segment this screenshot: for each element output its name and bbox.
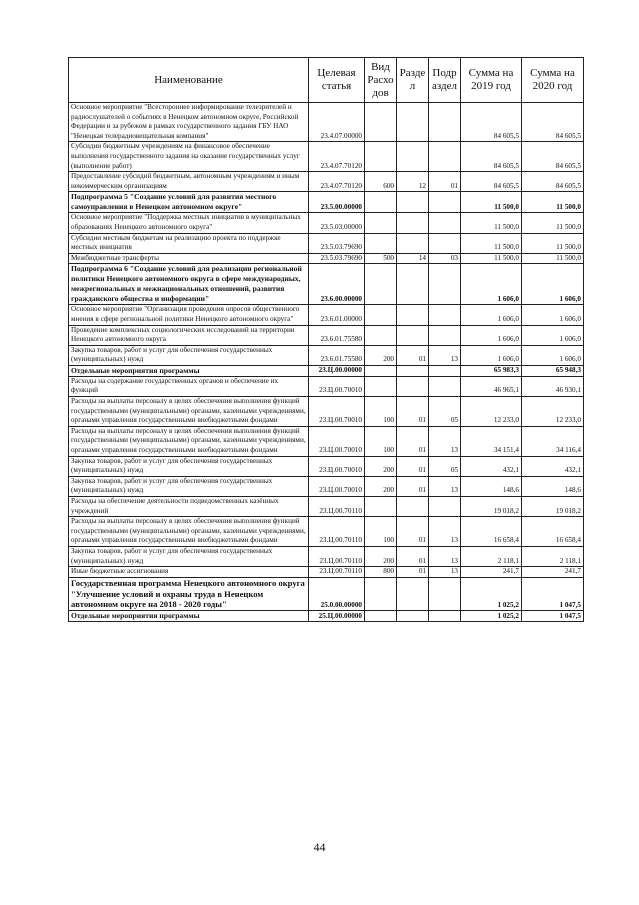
cell-expense-type — [365, 305, 397, 325]
cell-expense-type: 200 — [365, 345, 397, 365]
cell-sum-2019: 84 605,5 — [461, 172, 522, 192]
table-row — [69, 497, 584, 517]
cell-name: Расходы на выплаты персоналу в целях обеспечения выполнения функций государственными (муниципальными) органами, казенными учреждениями, органами управления государственными внебюджетными фондами — [69, 426, 309, 456]
cell-sum-2019: 1 025,2 — [461, 611, 522, 622]
table-row — [69, 611, 584, 622]
table-row — [69, 142, 584, 172]
cell-subsection — [429, 213, 461, 233]
table-row — [69, 345, 584, 365]
cell-expense-type — [365, 213, 397, 233]
cell-sum-2020: 2 118,1 — [522, 546, 584, 566]
cell-target-article: 25.0.00.00000 — [309, 577, 365, 610]
cell-target-article: 23.6.01.75580 — [309, 325, 365, 345]
cell-sum-2019: 12 233,0 — [461, 397, 522, 427]
cell-sum-2020: 432,1 — [522, 456, 584, 476]
cell-expense-type — [365, 233, 397, 253]
cell-name: Предоставление субсидий бюджетным, автономным учреждениям и иным некоммерческим организациям — [69, 172, 309, 192]
cell-subsection: 13 — [429, 517, 461, 547]
table-row — [69, 253, 584, 264]
cell-sum-2020: 1 606,0 — [522, 325, 584, 345]
cell-subsection — [429, 611, 461, 622]
cell-subsection: 03 — [429, 253, 461, 264]
cell-subsection — [429, 142, 461, 172]
cell-sum-2019: 2 118,1 — [461, 546, 522, 566]
header-target-article: Целевая статья — [309, 58, 365, 103]
cell-sum-2019: 11 500,0 — [461, 253, 522, 264]
cell-target-article: 23.Ц.00.70010 — [309, 376, 365, 396]
cell-sum-2020: 148,6 — [522, 476, 584, 496]
cell-section: 01 — [397, 546, 429, 566]
cell-sum-2019: 16 658,4 — [461, 517, 522, 547]
cell-sum-2020: 11 500,0 — [522, 213, 584, 233]
cell-sum-2020: 12 233,0 — [522, 397, 584, 427]
cell-section — [397, 213, 429, 233]
cell-expense-type — [365, 376, 397, 396]
cell-subsection — [429, 376, 461, 396]
cell-sum-2019: 84 605,5 — [461, 103, 522, 142]
cell-sum-2020: 11 500,0 — [522, 253, 584, 264]
cell-sum-2019: 11 500,0 — [461, 192, 522, 213]
header-section: Разде л — [397, 58, 429, 103]
cell-section: 01 — [397, 345, 429, 365]
cell-sum-2019: 1 606,0 — [461, 325, 522, 345]
cell-section — [397, 365, 429, 376]
cell-section — [397, 103, 429, 142]
cell-subsection — [429, 264, 461, 305]
cell-target-article: 23.Ц.00.70010 — [309, 426, 365, 456]
table-row — [69, 172, 584, 192]
cell-expense-type — [365, 611, 397, 622]
cell-section: 14 — [397, 253, 429, 264]
cell-subsection — [429, 305, 461, 325]
cell-name: Проведение комплексных социологических исследований на территории Ненецкого автономного округа — [69, 325, 309, 345]
cell-sum-2019: 34 151,4 — [461, 426, 522, 456]
cell-sum-2019: 241,7 — [461, 567, 522, 578]
cell-name: Государственная программа Ненецкого автономного округа "Улучшение условий и охраны труда в Ненецком автономном округе на 2018 - 2020 годы" — [69, 577, 309, 610]
cell-sum-2020: 46 930,1 — [522, 376, 584, 396]
cell-target-article: 23.4.07.70120 — [309, 142, 365, 172]
cell-section — [397, 325, 429, 345]
cell-name: Основное мероприятие "Всестороннее информирование телезрителей и радиослушателей о событиях в Ненецком автономном округе, Российской Федерации и за рубежом в рамках государственного задания ГБУ НАО "Ненецкая телерадиовещательная компания" — [69, 103, 309, 142]
cell-sum-2019: 1 025,2 — [461, 577, 522, 610]
cell-target-article: 23.Ц.00.70010 — [309, 456, 365, 476]
header-name: Наименование — [69, 58, 309, 103]
cell-name: Подпрограмма 5 "Создание условий для развития местного самоуправления в Ненецком автономном округе" — [69, 192, 309, 213]
cell-name: Межбюджетные трансферты — [69, 253, 309, 264]
cell-sum-2019: 65 983,3 — [461, 365, 522, 376]
cell-name: Расходы на выплаты персоналу в целях обеспечения выполнения функций государственными (муниципальными) органами, казенными учреждениями, органами управления государственными внебюджетными фондами — [69, 517, 309, 547]
cell-section: 01 — [397, 517, 429, 547]
cell-section — [397, 233, 429, 253]
cell-sum-2020: 1 606,0 — [522, 264, 584, 305]
header-subsection: Подр аздел — [429, 58, 461, 103]
table-row — [69, 376, 584, 396]
cell-section — [397, 264, 429, 305]
cell-expense-type: 800 — [365, 567, 397, 578]
cell-section — [397, 611, 429, 622]
cell-target-article: 23.5.00.00000 — [309, 192, 365, 213]
table-row — [69, 426, 584, 456]
table-row — [69, 397, 584, 427]
cell-subsection: 13 — [429, 345, 461, 365]
cell-subsection: 05 — [429, 397, 461, 427]
cell-expense-type — [365, 497, 397, 517]
header-expense-type: Вид Расхо дов — [365, 58, 397, 103]
table-row — [69, 213, 584, 233]
cell-target-article: 23.Ц.00.00000 — [309, 365, 365, 376]
cell-expense-type — [365, 577, 397, 610]
cell-sum-2020: 84 605,5 — [522, 172, 584, 192]
cell-sum-2020: 19 018,2 — [522, 497, 584, 517]
cell-target-article: 23.Ц.00.70110 — [309, 546, 365, 566]
cell-sum-2020: 1 606,0 — [522, 305, 584, 325]
cell-sum-2019: 1 606,0 — [461, 305, 522, 325]
cell-section: 01 — [397, 456, 429, 476]
cell-target-article: 23.4.07.00000 — [309, 103, 365, 142]
cell-section — [397, 305, 429, 325]
cell-sum-2019: 1 606,0 — [461, 345, 522, 365]
cell-subsection: 13 — [429, 546, 461, 566]
table-row — [69, 103, 584, 142]
cell-expense-type — [365, 103, 397, 142]
cell-sum-2020: 84 605,5 — [522, 142, 584, 172]
table-row — [69, 517, 584, 547]
cell-section — [397, 577, 429, 610]
cell-subsection: 13 — [429, 567, 461, 578]
cell-name: Субсидии бюджетным учреждениям на финансовое обеспечение выполнения государственного задания на оказание государственных услуг (выполнение работ) — [69, 142, 309, 172]
cell-sum-2020: 34 116,4 — [522, 426, 584, 456]
cell-section — [397, 376, 429, 396]
cell-name: Закупка товаров, работ и услуг для обеспечения государственных (муниципальных) нужд — [69, 456, 309, 476]
cell-name: Расходы на выплаты персоналу в целях обеспечения выполнения функций государственными (муниципальными) органами, казенными учреждениями, органами управления государственными внебюджетными фондами — [69, 397, 309, 427]
cell-name: Иные бюджетные ассигнования — [69, 567, 309, 578]
cell-subsection — [429, 325, 461, 345]
table-row — [69, 476, 584, 496]
cell-subsection — [429, 103, 461, 142]
cell-subsection: 13 — [429, 476, 461, 496]
cell-subsection: 05 — [429, 456, 461, 476]
cell-sum-2019: 1 606,0 — [461, 264, 522, 305]
cell-section: 01 — [397, 397, 429, 427]
cell-sum-2020: 1 606,0 — [522, 345, 584, 365]
cell-expense-type: 500 — [365, 253, 397, 264]
header-sum-2020: Сумма на 2020 год — [522, 58, 584, 103]
cell-sum-2020: 1 047,5 — [522, 577, 584, 610]
cell-section — [397, 497, 429, 517]
cell-expense-type — [365, 264, 397, 305]
cell-name: Субсидии местным бюджетам на реализацию проекта по поддержке местных инициатив — [69, 233, 309, 253]
cell-sum-2019: 46 965,1 — [461, 376, 522, 396]
cell-name: Закупка товаров, работ и услуг для обеспечения государственных (муниципальных) нужд — [69, 345, 309, 365]
cell-target-article: 23.6.01.00000 — [309, 305, 365, 325]
cell-section — [397, 142, 429, 172]
cell-sum-2020: 11 500,0 — [522, 192, 584, 213]
header-sum-2019: Сумма на 2019 год — [461, 58, 522, 103]
cell-target-article: 23.5.03.79690 — [309, 233, 365, 253]
cell-sum-2019: 11 500,0 — [461, 213, 522, 233]
cell-expense-type — [365, 192, 397, 213]
cell-subsection — [429, 365, 461, 376]
cell-expense-type — [365, 142, 397, 172]
cell-target-article: 23.4.07.70120 — [309, 172, 365, 192]
cell-target-article: 23.6.01.75580 — [309, 345, 365, 365]
cell-name: Расходы на содержание государственных органов и обеспечение их функций — [69, 376, 309, 396]
budget-table — [68, 57, 584, 622]
cell-sum-2019: 432,1 — [461, 456, 522, 476]
cell-subsection: 13 — [429, 426, 461, 456]
cell-name: Закупка товаров, работ и услуг для обеспечения государственных (муниципальных) нужд — [69, 546, 309, 566]
cell-expense-type: 200 — [365, 456, 397, 476]
table-row — [69, 567, 584, 578]
table-row — [69, 546, 584, 566]
cell-section: 01 — [397, 567, 429, 578]
cell-sum-2019: 84 605,5 — [461, 142, 522, 172]
cell-target-article: 23.Ц.00.70010 — [309, 397, 365, 427]
table-row — [69, 305, 584, 325]
cell-subsection — [429, 233, 461, 253]
cell-expense-type: 100 — [365, 426, 397, 456]
table-row — [69, 325, 584, 345]
cell-target-article: 23.5.03.79690 — [309, 253, 365, 264]
cell-target-article: 23.5.03.00000 — [309, 213, 365, 233]
page-number: 44 — [313, 840, 326, 854]
cell-sum-2020: 16 658,4 — [522, 517, 584, 547]
table-row — [69, 365, 584, 376]
cell-sum-2020: 1 047,5 — [522, 611, 584, 622]
cell-section: 01 — [397, 476, 429, 496]
cell-section — [397, 192, 429, 213]
cell-target-article: 23.Ц.00.70010 — [309, 476, 365, 496]
table-row — [69, 233, 584, 253]
cell-target-article: 23.6.00.00000 — [309, 264, 365, 305]
cell-expense-type: 200 — [365, 476, 397, 496]
table-row — [69, 577, 584, 610]
cell-name: Отдельные мероприятия программы — [69, 365, 309, 376]
cell-expense-type: 200 — [365, 546, 397, 566]
cell-sum-2020: 241,7 — [522, 567, 584, 578]
cell-name: Отдельные мероприятия программы — [69, 611, 309, 622]
table-body — [69, 103, 584, 622]
cell-expense-type: 100 — [365, 517, 397, 547]
cell-subsection — [429, 577, 461, 610]
table-row — [69, 456, 584, 476]
cell-name: Подпрограмма 6 "Создание условий для реализации региональной политики Ненецкого автономного округа в сфере международных, межрегиональных и межнациональных отношений, развития гражданского общества и информации" — [69, 264, 309, 305]
cell-name: Основное мероприятие "Поддержка местных инициатив в муниципальных образованиях Ненецкого автономного округа" — [69, 213, 309, 233]
cell-expense-type — [365, 325, 397, 345]
cell-subsection: 01 — [429, 172, 461, 192]
cell-sum-2020: 84 605,5 — [522, 103, 584, 142]
cell-sum-2020: 11 500,0 — [522, 233, 584, 253]
table-row — [69, 192, 584, 213]
cell-target-article: 25.Ц.00.00000 — [309, 611, 365, 622]
cell-target-article: 23.Ц.00.70110 — [309, 567, 365, 578]
cell-name: Расходы на обеспечение деятельности подведомственных казённых учреждений — [69, 497, 309, 517]
cell-name: Основное мероприятие "Организация проведения опросов общественного мнения в сфере региональной политики Ненецкого автономного округа" — [69, 305, 309, 325]
cell-expense-type: 100 — [365, 397, 397, 427]
cell-section: 01 — [397, 426, 429, 456]
cell-target-article: 23.Ц.00.70110 — [309, 517, 365, 547]
cell-sum-2019: 148,6 — [461, 476, 522, 496]
cell-subsection — [429, 192, 461, 213]
cell-name: Закупка товаров, работ и услуг для обеспечения государственных (муниципальных) нужд — [69, 476, 309, 496]
table-row — [69, 264, 584, 305]
cell-target-article: 23.Ц.00.70110 — [309, 497, 365, 517]
cell-sum-2020: 65 948,3 — [522, 365, 584, 376]
cell-subsection — [429, 497, 461, 517]
table-header-row — [69, 58, 584, 103]
cell-sum-2019: 11 500,0 — [461, 233, 522, 253]
cell-section: 12 — [397, 172, 429, 192]
cell-expense-type: 600 — [365, 172, 397, 192]
cell-sum-2019: 19 018,2 — [461, 497, 522, 517]
cell-expense-type — [365, 365, 397, 376]
